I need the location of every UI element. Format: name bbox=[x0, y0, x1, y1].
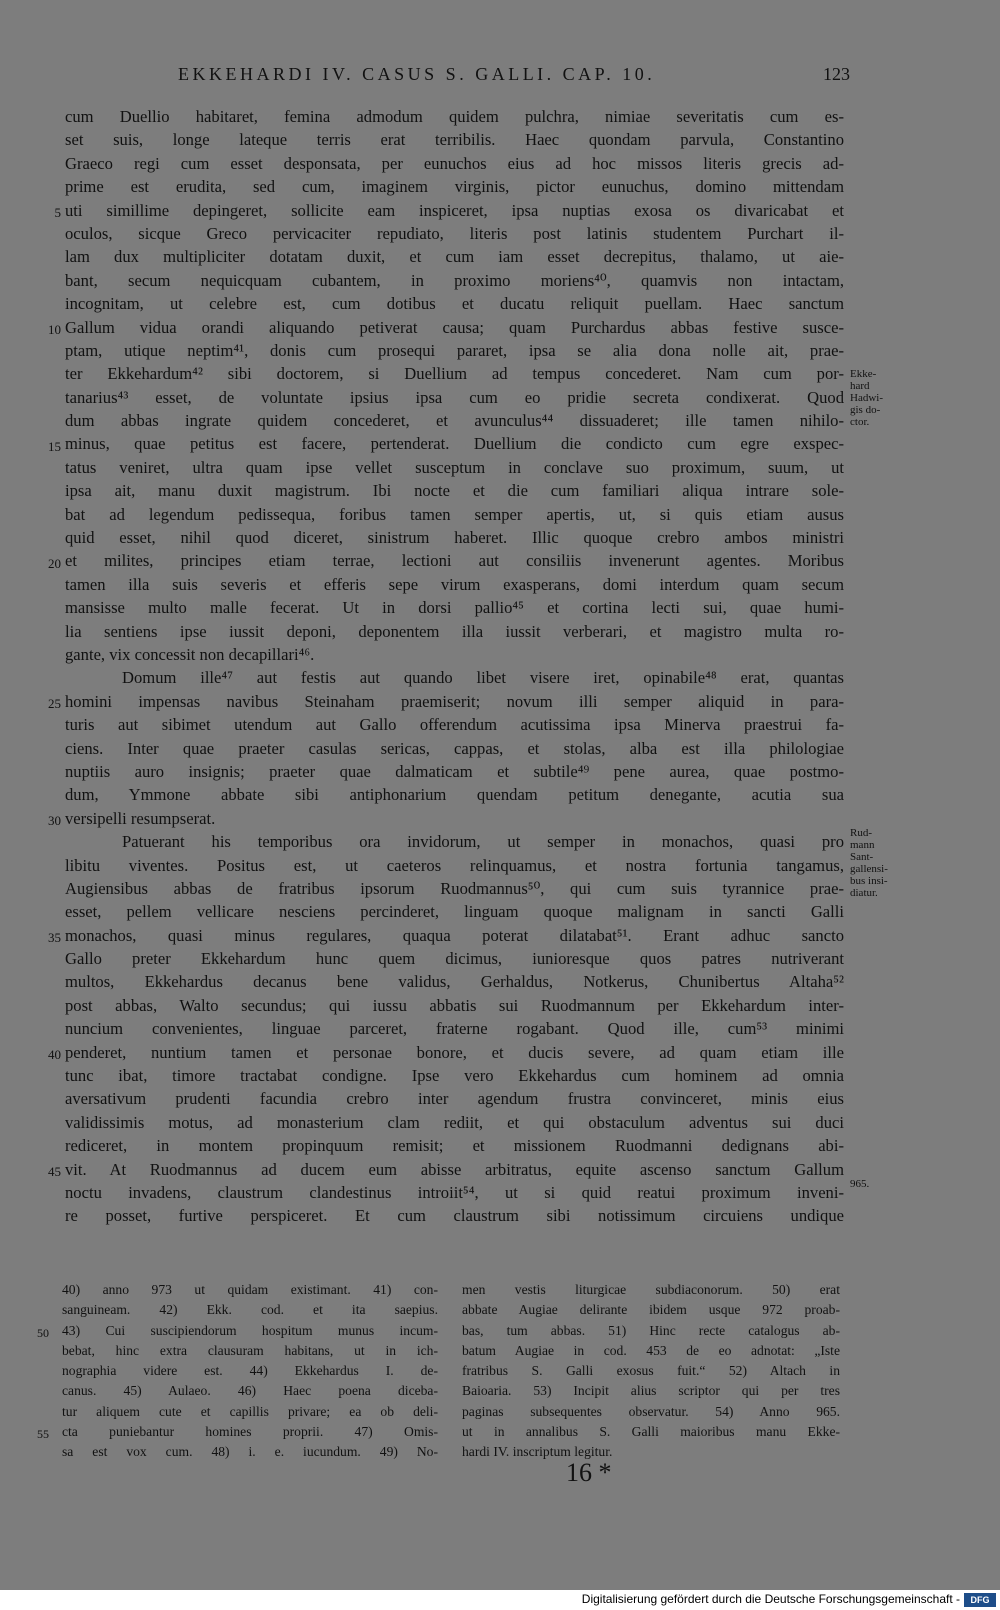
margin-note bbox=[850, 827, 910, 899]
text-line-content: oculos, sicque Greco pervicaciter repudiato, literis post latinis studentem Purchart il- bbox=[65, 223, 844, 243]
text-line-content: gante, vix concessit non decapillari⁴⁶. bbox=[65, 644, 315, 664]
line-number: 50 bbox=[37, 1325, 49, 1340]
text-line bbox=[65, 1158, 844, 1181]
text-line-content: Domum ille⁴⁷ aut festis aut quando libet visere iret, opinabile⁴⁸ erat, quantas bbox=[122, 668, 844, 688]
text-line bbox=[65, 199, 844, 222]
text-line bbox=[65, 783, 844, 806]
text-line bbox=[65, 713, 844, 736]
page-number: 123 bbox=[823, 64, 850, 84]
footnote-line: 40) anno 973 ut quidam existimant. 41) con- bbox=[62, 1282, 438, 1297]
text-line bbox=[65, 1041, 844, 1064]
margin-note bbox=[850, 1178, 910, 1190]
text-line bbox=[65, 830, 844, 853]
footnotes-left-column bbox=[37, 1280, 438, 1463]
text-line bbox=[65, 1064, 844, 1087]
text-line bbox=[65, 316, 844, 339]
footnote-line: cta puniebantur homines proprii. 47) Omis- bbox=[62, 1424, 438, 1440]
text-line-content: minus, quae petitus est facere, pertenderat. Duellium die condicto cum egre exspec- bbox=[65, 434, 844, 454]
text-line-content: lam dux multipliciter dotatam duxit, et cum iam esset decrepitus, thalamo, ut aie- bbox=[65, 247, 844, 267]
margin-note-line: hard bbox=[850, 380, 870, 392]
dfg-logo: DFG bbox=[964, 1593, 996, 1607]
text-line bbox=[65, 105, 844, 128]
text-line-content: uti simillime depingeret, sollicite eam inspiceret, ipsa nuptias exosa os divaricabat et bbox=[65, 200, 844, 220]
line-number: 15 bbox=[48, 438, 61, 454]
footnote-line: sanguineam. 42) Ekk. cod. et ita saepius. bbox=[62, 1302, 438, 1318]
text-line-content: bant, secum nequicquam cubantem, in proximo moriens⁴⁰, quamvis non intactam, bbox=[65, 270, 844, 290]
text-line-content: libitu viventes. Positus est, ut caeteros relinquamus, et nostra fortunia tangamus, bbox=[65, 855, 844, 875]
text-line-content: Gallo preter Ekkehardum hunc quem dicimus, iunioresque quos patres nutriverant bbox=[65, 949, 844, 969]
text-line-content: post abbas, Walto secundus; qui iussu abbatis sui Ruodmannum per Ekkehardum inter- bbox=[65, 995, 844, 1015]
text-line-content: versipelli resumpserat. bbox=[65, 808, 216, 828]
text-line-content: aversativum prudenti facundia crebro inter agendum frustra convinceret, minis eius bbox=[65, 1089, 844, 1109]
text-line-content: rediceret, in montem propinquum remisit; et missionem Ruodmanni dedignans abi- bbox=[65, 1136, 844, 1156]
text-line-content: tanarius⁴³ esset, de voluntate ipsius ipsa cum eo pridie secreta condixerat. Quod bbox=[65, 387, 844, 407]
margin-note bbox=[850, 368, 910, 428]
text-line-content: dum, Ymmone abbate sibi antiphonarium quendam petitum denegante, acutia sua bbox=[65, 785, 844, 805]
text-line bbox=[65, 596, 844, 619]
text-line-content: tamen illa suis severis et efferis sepe virum exasperans, domi interdum quam secum bbox=[65, 574, 844, 594]
text-line bbox=[65, 269, 844, 292]
margin-note-line: Sant- bbox=[850, 851, 874, 863]
text-line bbox=[65, 432, 844, 455]
line-number: 55 bbox=[37, 1427, 49, 1442]
text-line-content: penderet, nuntium tamen et personae bonore, et ducis severe, ad quam etiam ille bbox=[65, 1042, 844, 1062]
text-line bbox=[65, 245, 844, 268]
line-number: 5 bbox=[54, 204, 61, 220]
text-line bbox=[65, 620, 844, 643]
footnote-line: abbate Augiae delirante ibidem usque 972 proab- bbox=[462, 1302, 840, 1318]
margin-note-line: Rud- bbox=[850, 827, 872, 839]
text-line bbox=[65, 854, 844, 877]
text-line bbox=[65, 152, 844, 175]
text-line-content: Augiensibus abbas de fratribus ipsorum Ruodmannus⁵⁰, qui cum suis tyrannice prae- bbox=[65, 878, 844, 898]
text-line-content: prime est erudita, sed cum, imaginem virginis, pictor eunuchus, domino mittendam bbox=[65, 177, 844, 197]
footnote-line: batum Augiae in cod. 453 de eo adnotat: „Iste bbox=[462, 1342, 840, 1358]
line-number: 25 bbox=[48, 696, 61, 711]
margin-note-line: diatur. bbox=[850, 887, 878, 899]
text-line bbox=[65, 362, 844, 385]
text-line-content: tatus veniret, ultra quam ipse vellet susceptum in conclave suo proximum, suum, ut bbox=[65, 457, 844, 477]
line-number: 40 bbox=[48, 1047, 61, 1062]
funding-credit: Digitalisierung gefördert durch die Deutsche Forschungsgemeinschaft - bbox=[581, 1592, 960, 1606]
text-line-content: Patuerant his temporibus ora invidorum, ut semper in monachos, quasi pro bbox=[122, 832, 844, 852]
text-line-content: ipsa ait, manu duxit magistrum. Ibi nocte et die cum familiari aliqua intrare sole- bbox=[65, 481, 844, 501]
text-line bbox=[65, 924, 844, 947]
text-line bbox=[65, 292, 844, 315]
line-number: 45 bbox=[48, 1164, 61, 1179]
text-line bbox=[65, 526, 844, 549]
text-line-content: turis aut sibimet utendum aut Gallo offerendum acutissima ipsa Minerva praestrui fa- bbox=[65, 715, 844, 735]
footnote-line: canus. 45) Aulaeo. 46) Haec poena diceba- bbox=[62, 1383, 438, 1399]
footnote-line: fratribus S. Galli exosus fuit.“ 52) Altach in bbox=[462, 1363, 840, 1379]
text-line bbox=[65, 175, 844, 198]
text-line bbox=[65, 503, 844, 526]
text-line-content: bat ad legendum pedissequa, foribus tamen semper apertis, ut, si quis etiam ausus bbox=[65, 504, 844, 524]
margin-note-line: ctor. bbox=[850, 416, 870, 428]
footnote-line: nographia videre est. 44) Ekkehardus I. de- bbox=[62, 1363, 438, 1379]
text-line bbox=[65, 1087, 844, 1110]
text-line-content: dum abbas ingrate quidem concederet, et avunculus⁴⁴ dissuaderet; ille tamen nihilo- bbox=[65, 411, 844, 431]
text-line bbox=[65, 479, 844, 502]
text-line bbox=[65, 1111, 844, 1134]
digitization-footer bbox=[0, 1590, 1000, 1610]
text-line bbox=[65, 1181, 844, 1204]
running-header bbox=[178, 64, 850, 85]
text-line-content: ptam, utique neptim⁴¹, donis cum prosequi pararet, ipsa se alia dona nolle ait, prae- bbox=[65, 340, 844, 360]
running-title: EKKEHARDI IV. CASUS S. GALLI. CAP. 10. bbox=[178, 64, 656, 84]
footnote-line: hardi IV. inscriptum legitur. bbox=[462, 1444, 613, 1460]
footnotes-right-column bbox=[462, 1280, 840, 1463]
text-line-content: ter Ekkehardum⁴² sibi doctorem, si Duellium ad tempus concederet. Nam cum por- bbox=[65, 364, 844, 384]
text-line bbox=[65, 947, 844, 970]
footnote-line: paginas subsequentes observatur. 54) Anno 965. bbox=[462, 1403, 840, 1419]
footnote-line: 43) Cui suscipiendorum hospitum munus incum- bbox=[62, 1322, 438, 1338]
text-line-content: cum Duellio habitaret, femina admodum quidem pulchra, nimiae severitatis cum es- bbox=[65, 107, 844, 126]
footnote-line: sa est vox cum. 48) i. e. iucundum. 49) No- bbox=[62, 1444, 438, 1460]
footnote-line: men vestis liturgicae subdiaconorum. 50) erat bbox=[462, 1282, 840, 1297]
line-number: 35 bbox=[48, 930, 61, 945]
text-line-content: set suis, longe lateque terris erat terribilis. Haec quondam parvula, Constantino bbox=[65, 130, 844, 150]
text-line-content: noctu invadens, claustrum clandestinus introiit⁵⁴, ut si quid reatui proximum inveni- bbox=[65, 1182, 844, 1202]
margin-note-line: bus insi- bbox=[850, 875, 888, 887]
line-number: 30 bbox=[48, 813, 61, 828]
text-line-content: homini impensas navibus Steinaham praemiserit; novum illi semper aliquid in para- bbox=[65, 691, 844, 711]
margin-note-line: mann bbox=[850, 839, 875, 851]
text-line bbox=[65, 549, 844, 572]
margin-note-line: Hadwi- bbox=[850, 392, 883, 404]
text-line bbox=[65, 900, 844, 923]
text-line-content: nuncium convenientes, linguae parceret, fraterne rogabant. Quod ille, cum⁵³ minimi bbox=[65, 1019, 844, 1039]
margin-note-line: Ekke- bbox=[850, 368, 877, 380]
text-line-content: tunc ibat, timore tractabat condigne. Ipse vero Ekkehardus cum hominem ad omnia bbox=[65, 1066, 844, 1086]
text-line-content: incognitam, ut celebre est, cum dotibus et ducatu reliquit puellam. Haec sanctum bbox=[65, 294, 844, 314]
margin-note-line: 965. bbox=[850, 1178, 870, 1190]
text-line-content: Graeco regi cum esset desponsata, per eunuchos eius ad hoc missos literis grecis ad- bbox=[65, 153, 844, 173]
text-line bbox=[65, 573, 844, 596]
text-line bbox=[65, 994, 844, 1017]
text-line-content: nuptiis auro insignis; praeter quae dalmaticam et subtile⁴⁹ pene aurea, quae postmo- bbox=[65, 761, 844, 781]
text-line bbox=[65, 128, 844, 151]
footnote-line: ut in annalibus S. Galli maioribus manu Ekke- bbox=[462, 1424, 840, 1440]
text-line bbox=[65, 222, 844, 245]
text-line-content: multos, Ekkehardus decanus bene validus, Gerhaldus, Notkerus, Chunibertus Altaha⁵² bbox=[65, 972, 844, 992]
text-line-content: Gallum vidua orandi aliquando petiverat causa; quam Purchardus abbas festive susce- bbox=[65, 317, 844, 337]
text-line-content: esset, pellem vellicare nesciens percinderet, linguam quoque malignam in sancti Galli bbox=[65, 902, 844, 922]
text-line bbox=[65, 666, 844, 689]
text-line bbox=[65, 807, 844, 830]
line-number: 10 bbox=[48, 321, 61, 337]
text-line bbox=[65, 737, 844, 760]
text-line bbox=[65, 970, 844, 993]
main-text bbox=[48, 105, 844, 1228]
footnote-line: bas, tum abbas. 51) Hinc recte catalogus ab- bbox=[462, 1322, 840, 1338]
text-line bbox=[65, 877, 844, 900]
text-line-content: ciens. Inter quae praeter casulas sericas, cappas, et stolas, alba est illa philologiae bbox=[65, 738, 844, 758]
text-line-content: vit. At Ruodmannus ad ducem eum abisse arbitratus, equite ascenso sanctum Gallum bbox=[65, 1159, 844, 1179]
text-line-content: et milites, principes etiam terrae, lectioni aut consiliis invenerunt agentes. Moribus bbox=[65, 551, 844, 571]
text-line bbox=[65, 339, 844, 362]
text-line bbox=[65, 1204, 844, 1227]
text-line bbox=[65, 386, 844, 409]
text-line-content: re posset, furtive perspiceret. Et cum claustrum sibi notissimum circuiens undique bbox=[65, 1206, 844, 1226]
text-line bbox=[65, 643, 844, 666]
text-line bbox=[65, 409, 844, 432]
signature-mark: 16 * bbox=[566, 1458, 612, 1487]
footnote-line: tur aliquem cute et capillis privare; ea ob deli- bbox=[62, 1403, 438, 1419]
line-number: 20 bbox=[48, 555, 61, 571]
footnote-line: Baioaria. 53) Incipit alius scriptor qui per tres bbox=[462, 1383, 840, 1399]
text-line bbox=[65, 760, 844, 783]
margin-note-line: gis do- bbox=[850, 404, 881, 416]
text-line-content: lia sentiens ipse iussit deponi, deponentem illa iussit verberari, et magistro multa ro- bbox=[65, 621, 844, 641]
footnote-line: bebat, hinc extra clausuram habitans, ut in ich- bbox=[62, 1342, 438, 1358]
margin-note-line: gallensi- bbox=[850, 863, 888, 875]
text-line-content: quid esset, nihil quod diceret, sinistrum haberet. Illic quoque crebro ambos ministri bbox=[65, 528, 844, 548]
text-line-content: validissimis motus, ad monasterium clam rediit, et qui obstaculum adventus sui duci bbox=[65, 1112, 844, 1132]
text-line-content: mansisse multo malle fecerat. Ut in dorsi pallio⁴⁵ et cortina lecti sui, quae humi- bbox=[65, 598, 844, 618]
text-line bbox=[65, 1134, 844, 1157]
text-line bbox=[65, 456, 844, 479]
text-line bbox=[65, 690, 844, 713]
text-line-content: monachos, quasi minus regulares, quaqua poterat dilatabat⁵¹. Erant adhuc sancto bbox=[65, 925, 844, 945]
text-line bbox=[65, 1017, 844, 1040]
